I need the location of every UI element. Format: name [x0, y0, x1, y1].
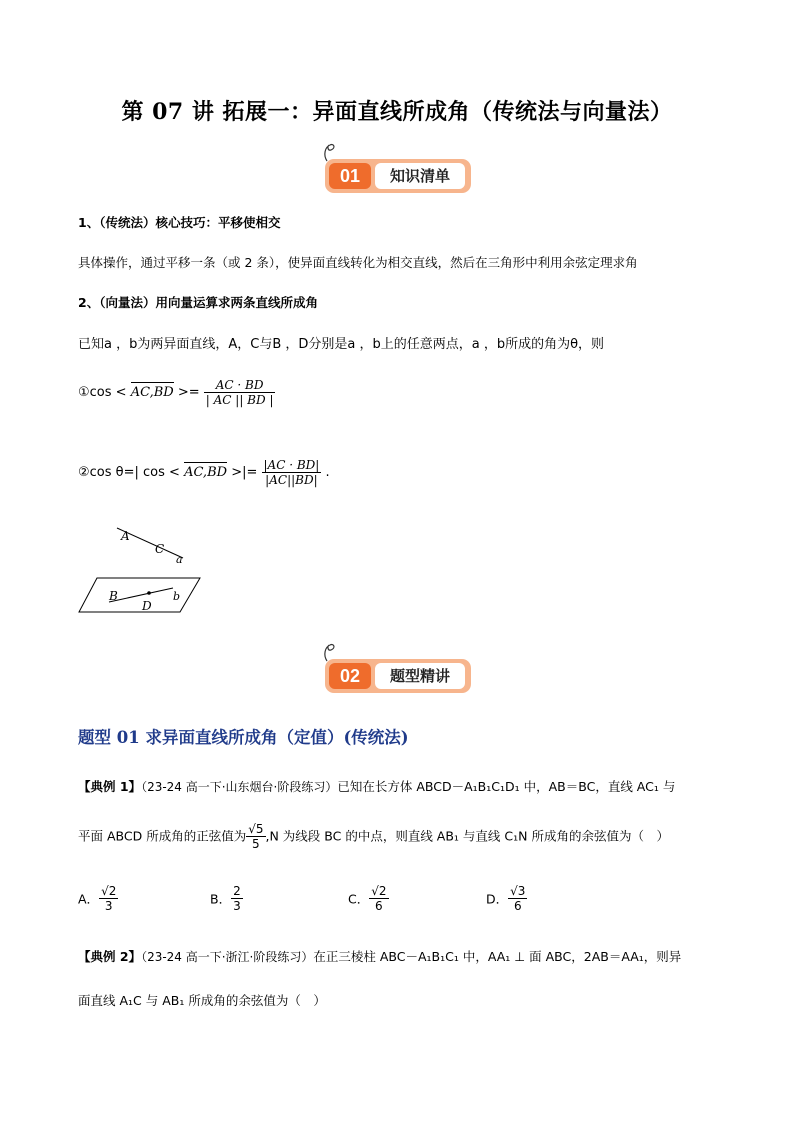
- figure-label-B: B: [109, 589, 118, 603]
- example-1-tag: 【典例 1】: [78, 779, 142, 794]
- example-2-text: 在正三棱柱 ABC－A₁B₁C₁ 中，AA₁ ⊥ 面 ABC，2AB＝AA₁，则异: [313, 949, 682, 964]
- knowledge-item-1-body: 具体操作，通过平移一条（或 2 条），使异面直线转化为相交直线，然后在三角形中利用余弦定理求角: [78, 255, 638, 270]
- knowledge-item-2-body: 已知a ，b为两异面直线，A，C与B ，D分别是a ，b上的任意两点，a ，b所成的角为θ，则: [78, 337, 605, 352]
- figure-label-D: D: [142, 599, 152, 613]
- formula2-fraction: $\frac{|AC \cdot BD|}{|AC||BD|}$: [263, 458, 320, 487]
- figure-label-C: C: [155, 542, 165, 556]
- formula-cosine-vector: ①cos < AC,BD >= $\frac{AC \cdot BD}{| AC || BD |}$: [78, 378, 274, 407]
- example-2-source: （23-24 高一下·浙江·阶段练习）: [141, 950, 314, 964]
- example-1-line-2: 平面 ABCD 所成角的正弦值为 $\frac{√5}{5}$ ,N 为线段 BC 的中点，则直线 AB₁ 与直线 C₁N 所成角的余弦值为（ ）: [78, 822, 669, 851]
- section-number: 01: [329, 163, 371, 189]
- knowledge-item-2-title: 2、（向量法）用向量运算求两条直线所成角: [78, 295, 318, 310]
- example-1-line-1: [78, 778, 675, 796]
- section-badge-knowledge: [325, 155, 475, 195]
- example-1-fraction: $\frac{√5}{5}$: [248, 822, 264, 851]
- skew-lines-figure: [75, 520, 210, 620]
- page-title: 第 07 讲 拓展一：异面直线所成角（传统法与向量法）: [121, 99, 673, 125]
- option-b[interactable]: B． $\frac{2}{3}$: [210, 884, 241, 913]
- option-d[interactable]: D． $\frac{√3}{6}$: [486, 884, 526, 913]
- example-1-source: （23-24 高一下·山东烟台·阶段练习）: [141, 780, 338, 794]
- option-a[interactable]: A． $\frac{√2}{3}$: [78, 884, 117, 913]
- knowledge-item-1-title: 1、（传统法）核心技巧：平移使相交: [78, 215, 281, 230]
- figure-label-b: b: [173, 590, 181, 603]
- vector-pair: AC,BD: [184, 465, 228, 480]
- section-number: 02: [329, 663, 371, 689]
- figure-label-A: A: [121, 529, 130, 543]
- formula1-fraction: $\frac{AC \cdot BD}{| AC || BD |}$: [205, 378, 274, 407]
- example-2-line-1: [78, 948, 681, 966]
- formula-cosine-theta: ②cos θ=| cos < AC,BD >|= $\frac{|AC \cdot BD|}{|AC||BD|}$ .: [78, 458, 330, 487]
- section-label: 知识清单: [375, 163, 465, 189]
- section-badge-examples: [325, 655, 475, 695]
- type-01-heading: 题型 01 求异面直线所成角（定值）(传统法): [78, 728, 409, 747]
- section-label: 题型精讲: [375, 663, 465, 689]
- vector-pair: AC,BD: [130, 385, 174, 400]
- figure-label-a: a: [176, 553, 183, 566]
- example-2-line-2: 面直线 A₁C 与 AB₁ 所成角的余弦值为（ ）: [78, 993, 326, 1008]
- example-1-text: 已知在长方体 ABCD－A₁B₁C₁D₁ 中，AB＝BC，直线 AC₁ 与: [337, 779, 676, 794]
- option-c[interactable]: C． $\frac{√2}{6}$: [348, 884, 387, 913]
- example-2-tag: 【典例 2】: [78, 949, 142, 964]
